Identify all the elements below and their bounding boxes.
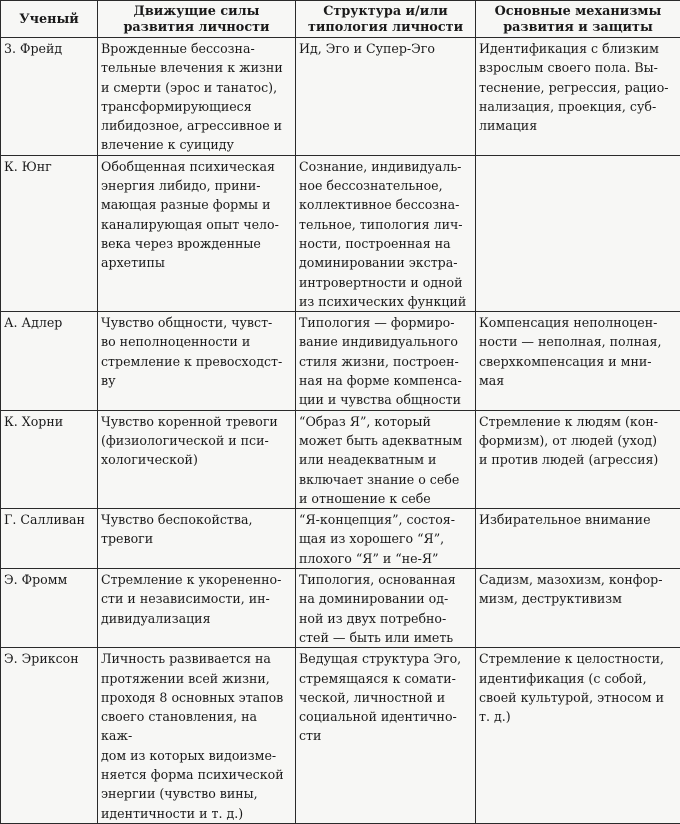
cell-mechanisms: Компенсация неполноцен- ности — неполная, полная, сверхкомпенсация и мни- мая [476,312,680,410]
cell-mechanisms: Избирательное внимание [476,509,680,569]
cell-forces: Стремление к укорененно- сти и независимости, ин- дивидуализация [98,569,296,648]
header-structure: Структура и/или типология личности [296,1,476,38]
cell-scientist: Э. Эриксон [1,648,98,824]
table-row [1,312,680,410]
cell-structure: Ведущая структура Эго, стремящаяся к сомати- ческой, личностной и социальной идентичнo- сти [296,648,476,824]
cell-structure: Сознание, индивидуаль- ное бессознательное, коллективное бессозна- тельное, типология лич- ности, построенная на доминировании экстра- интровертности и одной из психических функций [296,155,476,311]
header-driving-forces: Движущие силы развития личности [98,1,296,38]
cell-forces: Врожденные бессозна- тельные влечения к жизни и смерти (эрос и танатос), трансформирующиеся либидозное, агрессивное и влечение к суициду [98,38,296,156]
cell-mechanisms [476,155,680,311]
cell-structure: “Образ Я”, который может быть адекватным или неадекватным и включает знание о себе и отношение к себе [296,410,476,508]
cell-forces: Личность развивается на протяжении всей жизни, проходя 8 основных этапов своего становления, на каж- дом из которых видоизме- няется форма психической энергии (чувство вины, идентичности и т. д.) [98,648,296,824]
header-scientist: Ученый [1,1,98,38]
cell-mechanisms: Стремление к целостности, идентификация (с собой, своей культурой, этносом и т. д.) [476,648,680,824]
cell-structure: Ид, Эго и Супер-Эго [296,38,476,156]
cell-scientist: Г. Салливан [1,509,98,569]
cell-structure: “Я-концепция”, состоя- щая из хорошего “Я”, плохого “Я” и “не-Я” [296,509,476,569]
cell-forces: Обобщенная психическая энергия либидо, прини- мающая разные формы и каналирующая опыт чело- века через врожденные архетипы [98,155,296,311]
table-row [1,569,680,648]
header-row [1,1,680,38]
cell-scientist: К. Хорни [1,410,98,508]
table-row [1,509,680,569]
cell-mechanisms: Идентификация с близким взрослым своего пола. Вы- теснение, регрессия, рацио- нализация, проекция, суб- лимация [476,38,680,156]
cell-scientist: К. Юнг [1,155,98,311]
cell-scientist: 3. Фрейд [1,38,98,156]
cell-forces: Чувство беспокойства, тревоги [98,509,296,569]
table-row [1,410,680,508]
cell-mechanisms: Стремление к людям (кон- формизм), от людей (уход) и против людей (агрессия) [476,410,680,508]
cell-forces: Чувство коренной тревоги (физиологической и пси- хологической) [98,410,296,508]
cell-scientist: А. Адлер [1,312,98,410]
table-row [1,38,680,156]
table-row [1,155,680,311]
cell-scientist: Э. Фромм [1,569,98,648]
cell-structure: Типология, основанная на доминировании од- ной из двух потребно- стей — быть или иметь [296,569,476,648]
cell-structure: Типология — формиро- вание индивидуального стиля жизни, построен- ная на форме компенса- ции и чувства общности [296,312,476,410]
cell-mechanisms: Садизм, мазохизм, конфор- мизм, деструктивизм [476,569,680,648]
cell-forces: Чувство общности, чувст- во неполноценности и стремление к превосходст- ву [98,312,296,410]
table-row [1,648,680,824]
header-mechanisms: Основные механизмы развития и защиты [476,1,680,38]
